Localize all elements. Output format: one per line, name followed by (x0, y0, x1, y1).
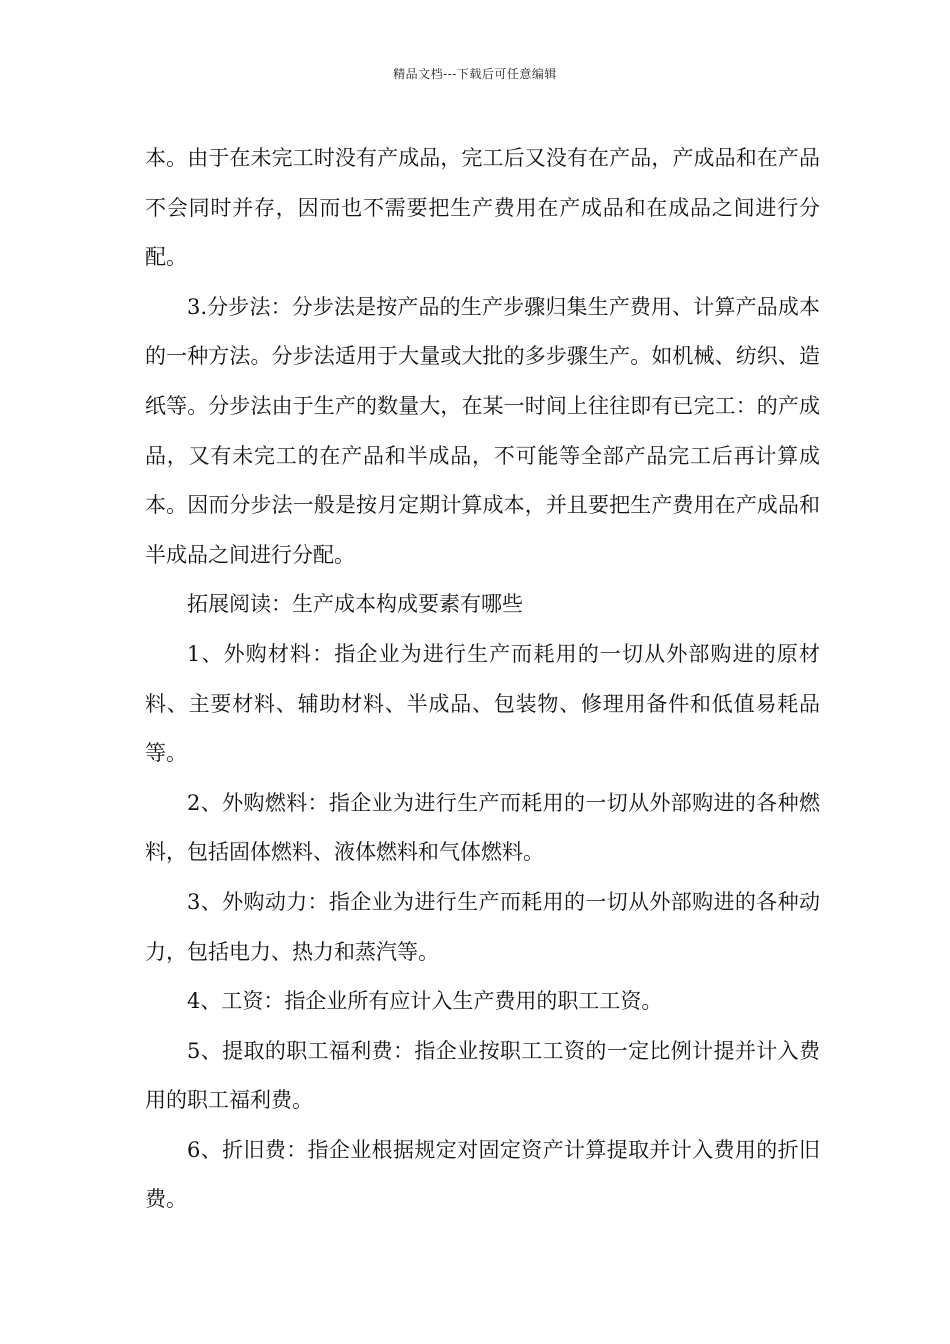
paragraph-item-3-purchased-power: 3、外购动力：指企业为进行生产而耗用的一切从外部购进的各种动力，包括电力、热力和蒸汽等。 (145, 889, 820, 964)
paragraph-item-4-wages: 4、工资：指企业所有应计入生产费用的职工工资。 (187, 989, 663, 1014)
paragraph-item-2-purchased-fuel: 2、外购燃料：指企业为进行生产而耗用的一切从外部购进的各种燃料，包括固体燃料、液体燃料和气体燃料。 (145, 790, 820, 865)
document-body (145, 134, 820, 1225)
paragraph-continuation: 本。由于在未完工时没有产成品，完工后又没有在产品，产成品和在产品不会同时并存，因而也不需要把生产费用在产成品和在成品之间进行分配。 (145, 146, 820, 270)
page-header: 精品文档---下载后可任意编辑 (393, 67, 557, 81)
paragraph-item-6-depreciation: 6、折旧费：指企业根据规定对固定资产计算提取并计入费用的折旧费。 (145, 1137, 820, 1212)
paragraph-step-method: 3.分步法：分步法是按产品的生产步骤归集生产费用、计算产品成本的一种方法。分步法适用于大量或大批的多步骤生产。如机械、纺织、造纸等。分步法由于生产的数量大，在某一时间上往往即有已完工：的产成品，又有未完工的在产品和半成品，不可能等全部产品完工后再计算成本。因而分步法一般是按月定期计算成本，并且要把生产费用在产成品和半成品之间进行分配。 (145, 294, 820, 567)
paragraph-extended-reading-heading: 拓展阅读：生产成本构成要素有哪些 (187, 592, 523, 617)
paragraph-item-5-welfare: 5、提取的职工福利费：指企业按职工工资的一定比例计提并计入费用的职工福利费。 (145, 1038, 820, 1113)
paragraph-item-1-purchased-materials: 1、外购材料：指企业为进行生产而耗用的一切从外部购进的原材料、主要材料、辅助材料、半成品、包装物、修理用备件和低值易耗品等。 (145, 641, 820, 766)
